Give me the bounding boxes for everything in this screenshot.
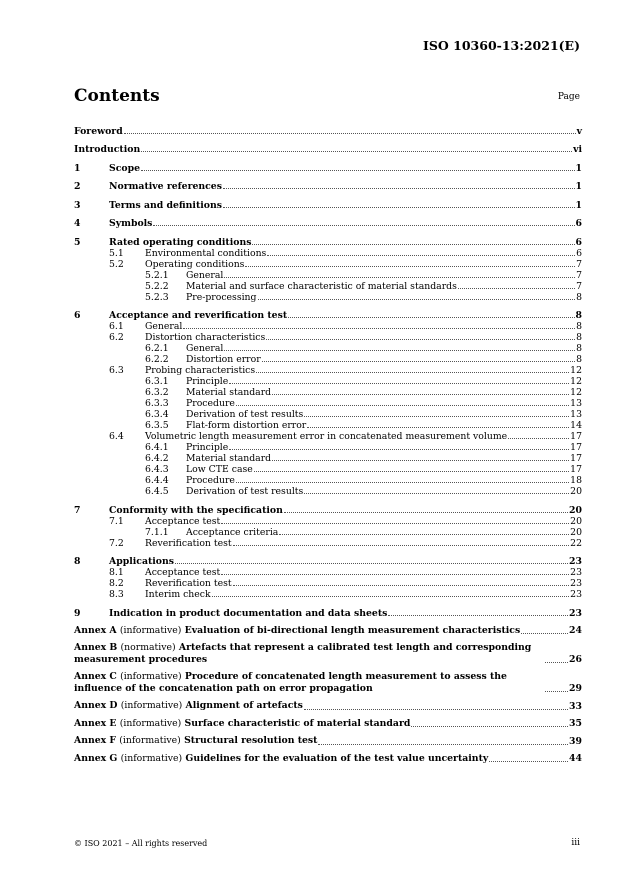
toc-entry[interactable] <box>74 486 582 497</box>
toc-entry-label: Reverification test <box>145 537 232 549</box>
toc-entry-page: 1 <box>575 181 582 192</box>
toc-entry-number: 5 <box>74 236 81 248</box>
toc-entry-label: Flat-form distortion error <box>186 420 307 431</box>
toc-entry-label: General <box>145 321 183 332</box>
toc-entry-label: Derivation of test results <box>186 409 304 420</box>
toc-entry-page: v <box>576 125 582 137</box>
toc-entry-label: Material standard <box>186 387 272 398</box>
toc-entry-label: Procedure <box>186 475 235 486</box>
dot-leader <box>236 405 569 406</box>
toc-entry-label: Procedure <box>186 398 235 409</box>
dot-leader <box>304 709 568 710</box>
toc-annex-entry[interactable] <box>74 642 582 665</box>
annex-title: Structural resolution test <box>184 735 318 746</box>
toc-entry-page: 12 <box>570 387 582 398</box>
toc-entry-page: 1 <box>575 199 582 211</box>
dot-leader <box>254 471 569 472</box>
dot-leader <box>267 255 575 256</box>
toc-entry[interactable] <box>74 589 582 600</box>
page-number: iii <box>571 838 580 848</box>
toc-entry-page: 17 <box>570 442 582 453</box>
toc-entry-label: Material and surface characteristic of material standards <box>186 280 457 292</box>
table-of-contents <box>74 118 582 764</box>
toc-entry-page: 23 <box>569 556 582 567</box>
toc-entry-page: 23 <box>570 589 582 600</box>
dot-leader <box>124 133 576 134</box>
dot-leader <box>458 288 575 289</box>
dot-leader <box>245 266 575 267</box>
toc-entry-page: 17 <box>570 431 582 442</box>
annex-label <box>74 735 317 747</box>
toc-entry[interactable] <box>74 365 582 376</box>
toc-entry[interactable] <box>74 181 582 192</box>
annex-type: (normative) <box>120 642 176 653</box>
annex-type: (informative) <box>119 717 182 729</box>
dot-leader <box>223 188 575 189</box>
annex-title: Evaluation of bi-directional length measurement characteristics <box>184 624 521 636</box>
toc-entry-label: Normative references <box>109 181 222 192</box>
toc-entry-page: 18 <box>570 475 582 486</box>
toc-entry-label: Principle <box>186 442 229 453</box>
toc-entry-page: 23 <box>570 578 582 589</box>
toc-entry-number: 3 <box>74 199 81 211</box>
page-column-label: Page <box>557 92 580 102</box>
toc-entry-number: 6.4.5 <box>145 486 169 497</box>
annex-label <box>74 700 303 712</box>
toc-entry-number: 6.4 <box>109 431 124 442</box>
toc-entry-page: 1 <box>575 162 582 174</box>
toc-entry-page: 7 <box>576 258 582 270</box>
toc-annex-entry[interactable] <box>74 718 582 730</box>
toc-entry[interactable] <box>74 163 582 174</box>
toc-entry[interactable] <box>74 144 582 155</box>
toc-entry-label: Rated operating conditions <box>109 236 252 248</box>
annex-type: (informative) <box>119 624 182 636</box>
toc-entry-number: 6.4.1 <box>145 442 169 453</box>
annex-type: (informative) <box>120 671 182 682</box>
toc-entry-number: 6.2.2 <box>145 354 169 365</box>
toc-entry-page: 8 <box>576 343 582 354</box>
toc-entry-number: 6.2 <box>109 332 124 343</box>
toc-entry[interactable] <box>74 332 582 343</box>
toc-entry-label: Distortion error <box>186 354 261 365</box>
annex-title: Alignment of artefacts <box>185 700 303 711</box>
dot-leader <box>266 339 575 340</box>
toc-entry-label: Interim check <box>145 589 211 600</box>
dot-leader <box>233 545 570 546</box>
toc-entry[interactable] <box>74 578 582 589</box>
toc-entry-number: 6.3.2 <box>145 387 169 398</box>
toc-entry-page: 20 <box>570 526 582 538</box>
toc-entry-label: Terms and definitions <box>109 199 222 211</box>
toc-entry[interactable] <box>74 387 582 398</box>
dot-leader <box>224 350 575 351</box>
toc-entry-label: Indication in product documentation and data sheets <box>109 607 388 619</box>
dot-leader <box>233 585 570 586</box>
dot-leader <box>262 361 575 362</box>
toc-entry-number: 6.3.5 <box>145 420 169 431</box>
dot-leader <box>508 438 569 439</box>
toc-entry-page: 17 <box>570 464 582 475</box>
toc-entry-number: 6.3.1 <box>145 376 169 387</box>
toc-entry-label: Pre-processing <box>186 291 257 303</box>
toc-entry-page: 6 <box>576 247 582 259</box>
toc-entry-label: Symbols <box>109 218 153 229</box>
toc-entry-page: 12 <box>570 376 582 387</box>
dot-leader <box>279 534 569 535</box>
dot-leader <box>272 394 569 395</box>
toc-entry-number: 7.1 <box>109 515 124 527</box>
toc-entry-number: 6.4.3 <box>145 464 169 475</box>
toc-entry-label: Environmental conditions <box>145 247 267 259</box>
dot-leader <box>304 416 569 417</box>
toc-annex-entry[interactable] <box>74 753 582 765</box>
toc-entry-page: 39 <box>569 735 582 747</box>
toc-entry-page: 7 <box>576 280 582 292</box>
annex-title: Procedure of concatenated length measurement to assess the influence of the concatenation path on error propagation <box>74 671 507 694</box>
toc-entry-label: Probing characteristics <box>145 365 256 376</box>
toc-entry-number: 6.1 <box>109 321 124 332</box>
dot-leader <box>221 523 569 524</box>
toc-entry[interactable] <box>74 420 582 431</box>
dot-leader <box>229 449 569 450</box>
toc-entry-label: General <box>186 343 224 354</box>
toc-entry-number: 7 <box>74 504 81 516</box>
toc-entry-page: 33 <box>569 700 582 712</box>
document-id-header: ISO 10360-13:2021(E) <box>423 38 580 53</box>
dot-leader <box>307 427 569 428</box>
toc-entry-page: 23 <box>569 607 582 619</box>
dot-leader <box>288 317 574 318</box>
dot-leader <box>258 299 576 300</box>
dot-leader <box>175 563 568 564</box>
toc-entry-page: 20 <box>570 515 582 527</box>
dot-leader <box>223 207 575 208</box>
annex-type: (informative) <box>119 735 181 746</box>
dot-leader <box>236 482 569 483</box>
annex-prefix: Annex E <box>74 717 117 729</box>
toc-entry[interactable] <box>74 281 582 292</box>
toc-entry-number: 6.3.3 <box>145 398 169 409</box>
toc-entry-page: 8 <box>576 321 582 332</box>
dot-leader <box>411 726 568 727</box>
annex-label <box>74 642 544 665</box>
toc-entry-number: 8 <box>74 556 81 567</box>
annex-title: Guidelines for the evaluation of the test value uncertainty <box>185 752 489 764</box>
toc-entry-page: 6 <box>575 218 582 229</box>
dot-leader <box>212 596 570 597</box>
dot-leader <box>388 615 568 616</box>
toc-entry-number: 4 <box>74 218 81 229</box>
toc-entry-page: 7 <box>576 269 582 281</box>
toc-entry[interactable] <box>74 538 582 549</box>
toc-entry-number: 9 <box>74 607 81 619</box>
toc-entry-label: Acceptance criteria <box>186 526 279 538</box>
dot-leader <box>545 691 568 692</box>
annex-label <box>74 718 410 730</box>
toc-entry-label: Scope <box>109 162 140 174</box>
toc-entry-page: 23 <box>570 567 582 578</box>
toc-entry[interactable] <box>74 376 582 387</box>
toc-entry-number: 8.2 <box>109 578 124 589</box>
toc-entry-page: 26 <box>569 654 582 665</box>
toc-entry-page: 20 <box>569 504 582 516</box>
toc-entry[interactable] <box>74 442 582 453</box>
toc-entry-number: 2 <box>74 181 81 192</box>
toc-entry-number: 6.4.4 <box>145 475 169 486</box>
dot-leader <box>252 244 574 245</box>
toc-entry[interactable] <box>74 354 582 365</box>
annex-prefix: Annex G <box>74 752 118 764</box>
toc-entry[interactable] <box>74 248 582 259</box>
dot-leader <box>141 151 572 152</box>
toc-entry-page: 6 <box>575 236 582 248</box>
toc-entry-label: Reverification test <box>145 578 232 589</box>
toc-annex-entry[interactable] <box>74 700 582 712</box>
annex-type: (informative) <box>120 752 183 764</box>
toc-entry[interactable] <box>74 218 582 229</box>
toc-entry-number: 5.2 <box>109 258 124 270</box>
toc-entry[interactable] <box>74 516 582 527</box>
toc-entry[interactable] <box>74 237 582 248</box>
toc-entry-label: General <box>186 269 224 281</box>
dot-leader <box>284 512 568 513</box>
toc-entry-page: 35 <box>569 718 582 729</box>
toc-entry-number: 6.3 <box>109 365 124 376</box>
toc-entry-label: Acceptance test <box>145 515 221 527</box>
copyright-footer: © ISO 2021 – All rights reserved <box>74 839 208 848</box>
toc-entry[interactable] <box>74 270 582 281</box>
toc-annex-entry[interactable] <box>74 671 582 694</box>
toc-entry[interactable] <box>74 505 582 516</box>
toc-entry-label: Conformity with the specification <box>109 504 283 516</box>
toc-entry-number: 5.1 <box>109 247 124 259</box>
toc-entry-label: Derivation of test results <box>186 486 304 497</box>
toc-entry[interactable] <box>74 556 582 567</box>
toc-entry-label: Applications <box>109 556 174 567</box>
annex-prefix: Annex C <box>74 671 117 682</box>
toc-entry-label: Introduction <box>74 144 141 155</box>
dot-leader <box>489 761 568 762</box>
toc-entry-label: Volumetric length measurement error in concatenated measurement volume <box>145 431 508 442</box>
toc-entry[interactable] <box>74 398 582 409</box>
annex-prefix: Annex D <box>74 700 118 711</box>
toc-entry-label: Distortion characteristics <box>145 332 266 343</box>
toc-entry[interactable] <box>74 453 582 464</box>
toc-entry-number: 7.1.1 <box>145 526 169 538</box>
toc-entry-page: 13 <box>570 409 582 420</box>
toc-entry-page: 8 <box>576 291 582 303</box>
toc-entry-label: Low CTE case <box>186 464 253 475</box>
toc-entry-number: 8.3 <box>109 589 124 600</box>
toc-entry-number: 6.4.2 <box>145 453 169 464</box>
annex-label <box>74 625 520 637</box>
toc-entry[interactable] <box>74 126 582 137</box>
dot-leader <box>224 277 575 278</box>
toc-entry-page: 8 <box>575 310 582 321</box>
toc-entry[interactable] <box>74 464 582 475</box>
toc-entry-label: Material standard <box>186 453 272 464</box>
toc-entry-number: 6.2.1 <box>145 343 169 354</box>
annex-prefix: Annex F <box>74 735 117 746</box>
toc-entry-page: 8 <box>576 332 582 343</box>
annex-title: Artefacts that represent a calibrated test length and corresponding measurement procedures <box>74 642 532 665</box>
toc-entry-number: 5.2.3 <box>145 291 169 303</box>
toc-entry-number: 6.3.4 <box>145 409 169 420</box>
dot-leader <box>183 328 575 329</box>
toc-entry-number: 5.2.2 <box>145 280 169 292</box>
toc-entry-number: 7.2 <box>109 537 124 549</box>
dot-leader <box>153 225 574 226</box>
toc-entry-page: 13 <box>570 398 582 409</box>
dot-leader <box>521 633 568 634</box>
toc-entry-page: 29 <box>569 683 582 694</box>
annex-label <box>74 671 544 694</box>
annex-title: Surface characteristic of material standard <box>184 717 411 729</box>
toc-entry-page: vi <box>573 144 582 155</box>
toc-annex-entry[interactable] <box>74 735 582 747</box>
toc-entry-label: Operating conditions <box>145 258 245 270</box>
dot-leader <box>545 662 568 663</box>
toc-entry-label: Acceptance test <box>145 567 221 578</box>
dot-leader <box>256 372 569 373</box>
toc-entry-label: Principle <box>186 376 229 387</box>
toc-entry-page: 20 <box>570 486 582 497</box>
toc-entry[interactable] <box>74 259 582 270</box>
toc-entry[interactable] <box>74 431 582 442</box>
toc-entry[interactable] <box>74 567 582 578</box>
toc-entry-label: Foreword <box>74 125 123 137</box>
toc-entry[interactable] <box>74 475 582 486</box>
annex-label <box>74 753 488 765</box>
toc-entry[interactable] <box>74 321 582 332</box>
toc-entry-page: 44 <box>569 753 582 764</box>
toc-annex-entry[interactable] <box>74 625 582 637</box>
toc-entry[interactable] <box>74 292 582 303</box>
dot-leader <box>229 383 569 384</box>
toc-entry-page: 8 <box>576 354 582 365</box>
toc-entry-page: 24 <box>569 625 582 636</box>
dot-leader <box>221 574 569 575</box>
toc-entry-page: 22 <box>570 537 582 549</box>
annex-type: (informative) <box>120 700 183 711</box>
toc-entry-page: 17 <box>570 453 582 464</box>
toc-entry-number: 5.2.1 <box>145 269 169 281</box>
toc-entry[interactable] <box>74 310 582 321</box>
toc-entry-number: 8.1 <box>109 567 124 578</box>
page-title: Contents <box>74 86 160 106</box>
toc-entry-page: 12 <box>570 365 582 376</box>
toc-entry-number: 1 <box>74 162 81 174</box>
dot-leader <box>318 744 568 745</box>
toc-entry[interactable] <box>74 343 582 354</box>
dot-leader <box>272 460 569 461</box>
toc-entry-page: 14 <box>570 420 582 431</box>
annex-prefix: Annex B <box>74 642 118 653</box>
toc-entry[interactable] <box>74 409 582 420</box>
annex-prefix: Annex A <box>74 624 117 636</box>
toc-entry[interactable] <box>74 608 582 619</box>
toc-entry-number: 6 <box>74 310 81 321</box>
toc-entry[interactable] <box>74 200 582 211</box>
dot-leader <box>304 493 569 494</box>
toc-entry-label: Acceptance and reverification test <box>109 310 288 321</box>
toc-entry[interactable] <box>74 527 582 538</box>
dot-leader <box>141 170 575 171</box>
